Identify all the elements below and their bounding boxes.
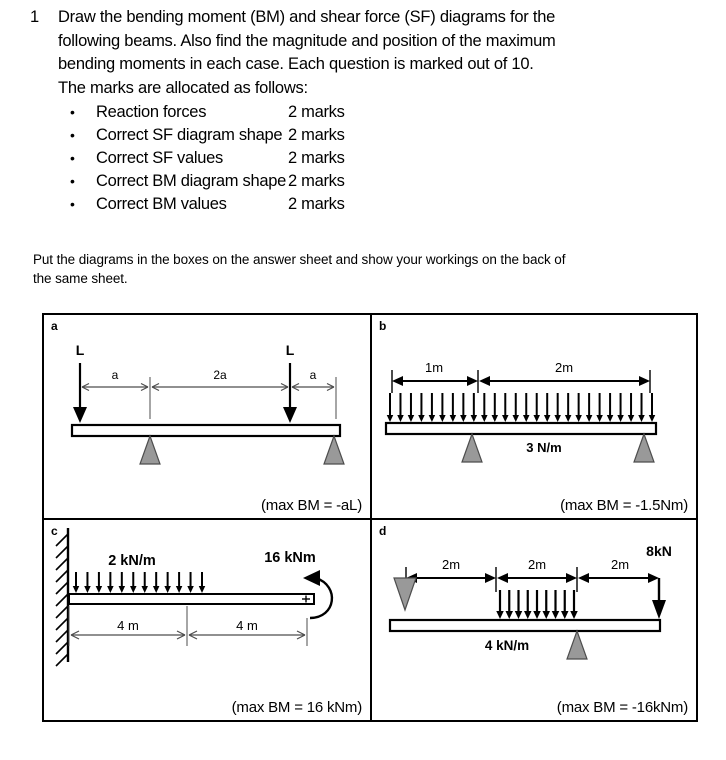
mark-label: Correct SF diagram shape xyxy=(96,126,283,144)
mark-label: Correct BM values xyxy=(96,195,227,213)
udl-arrowhead xyxy=(638,415,645,422)
panel-label-c: c xyxy=(51,523,58,538)
panel-answer-b: (max BM = -1.5Nm) xyxy=(560,496,688,514)
udl-arrowhead xyxy=(439,415,446,422)
udl-arrowhead xyxy=(533,611,541,619)
marks-allocation-list xyxy=(58,101,696,216)
udl-arrowhead xyxy=(513,415,520,422)
pin-support-left xyxy=(462,434,482,462)
udl-arrowhead xyxy=(586,415,593,422)
udl-arrowhead xyxy=(502,415,509,422)
beam-diagram-table xyxy=(42,313,698,722)
bullet-icon: • xyxy=(70,150,75,166)
udl-arrowhead xyxy=(387,415,394,422)
moment-label-c: 16 kNm xyxy=(264,549,316,566)
bullet-icon: • xyxy=(70,127,75,143)
list-item xyxy=(58,170,696,193)
udl-arrowhead xyxy=(397,415,404,422)
dimension-label: 4 m xyxy=(117,617,139,633)
udl-arrowhead xyxy=(523,415,530,422)
udl-arrowhead xyxy=(73,586,80,593)
udl-arrowhead xyxy=(471,415,478,422)
udl-arrowhead xyxy=(199,586,206,593)
udl-arrowhead xyxy=(164,586,171,593)
instruction-line-2: the same sheet. xyxy=(33,271,128,286)
dimension-label: 2m xyxy=(441,556,461,572)
udl-arrowhead xyxy=(575,415,582,422)
udl-arrowhead xyxy=(130,586,137,593)
beam xyxy=(72,425,340,436)
question-number: 1 xyxy=(30,8,39,26)
udl-arrows xyxy=(496,590,578,619)
beam-diagram-b xyxy=(372,315,696,515)
dimension-label: 2m xyxy=(610,556,630,572)
beam-diagram-c xyxy=(44,520,370,721)
udl-arrowhead xyxy=(543,611,551,619)
udl-arrowhead xyxy=(533,415,540,422)
dimension-label: 2m xyxy=(527,556,547,572)
fixed-wall-support xyxy=(56,528,68,666)
panel-label-a: a xyxy=(51,319,58,333)
panel-label-b: b xyxy=(379,319,387,333)
pin-support-mid xyxy=(567,631,587,659)
udl-arrowhead xyxy=(561,611,569,619)
udl-arrowhead xyxy=(524,611,532,619)
mark-label: Correct SF values xyxy=(96,149,223,167)
beam xyxy=(386,423,656,434)
udl-arrowhead xyxy=(141,586,148,593)
mark-label: Reaction forces xyxy=(96,103,207,121)
list-item xyxy=(58,101,696,124)
udl-arrowhead xyxy=(515,611,523,619)
moment-arrowhead xyxy=(303,570,320,586)
dimension-label: a xyxy=(309,368,317,382)
udl-arrowhead xyxy=(450,415,457,422)
dimension-label: 1m xyxy=(424,360,444,375)
udl-arrowhead xyxy=(107,586,114,593)
panel-c xyxy=(44,518,370,721)
panel-d xyxy=(370,518,696,721)
dimension-label: a xyxy=(111,368,119,382)
panel-answer-d: (max BM = -16kNm) xyxy=(556,699,688,716)
list-item xyxy=(58,124,696,147)
udl-arrowhead xyxy=(544,415,551,422)
list-item xyxy=(58,193,696,216)
mark-label: Correct BM diagram shape xyxy=(96,172,286,190)
load-label-L-left: L xyxy=(75,342,85,358)
udl-arrowhead xyxy=(607,415,614,422)
udl-arrowhead xyxy=(153,586,160,593)
beam-diagram-a xyxy=(44,315,370,515)
panel-answer-a: (max BM = -aL) xyxy=(261,496,362,514)
udl-arrowhead xyxy=(554,415,561,422)
udl-label-b: 3 N/m xyxy=(526,440,562,455)
beam xyxy=(69,594,314,604)
pin-support-left xyxy=(140,436,160,464)
question-text xyxy=(58,6,696,216)
point-load-8kN xyxy=(652,578,666,619)
pin-support-right xyxy=(324,436,344,464)
udl-arrowhead xyxy=(617,415,624,422)
udl-arrowhead xyxy=(481,415,488,422)
pin-support-right xyxy=(634,434,654,462)
dimension-label: 4 m xyxy=(236,617,258,633)
mark-value: 2 marks xyxy=(288,195,345,213)
question-line-3: bending moments in each case. Each question is marked out of 10. xyxy=(58,55,534,73)
bullet-icon: • xyxy=(70,104,75,120)
question-line-1: Draw the bending moment (BM) and shear force (SF) diagrams for the xyxy=(58,8,556,26)
dimension-label: 2a xyxy=(213,368,227,382)
load-label-8kN: 8kN xyxy=(646,542,672,559)
question-line-4: The marks are allocated as follows: xyxy=(58,78,308,97)
udl-label-c: 2 kN/m xyxy=(108,552,156,569)
panel-answer-c: (max BM = 16 kNm) xyxy=(231,699,362,716)
udl-arrowhead xyxy=(649,415,656,422)
mark-value: 2 marks xyxy=(288,149,345,167)
udl-arrowhead xyxy=(429,415,436,422)
list-item xyxy=(58,147,696,170)
bullet-icon: • xyxy=(70,173,75,189)
udl-arrowhead xyxy=(552,611,560,619)
panel-a xyxy=(44,315,370,518)
udl-arrowhead xyxy=(176,586,183,593)
udl-arrowhead xyxy=(418,415,425,422)
udl-arrowhead xyxy=(506,611,514,619)
panel-label-d: d xyxy=(379,523,387,538)
panel-b xyxy=(370,315,696,518)
instruction-paragraph xyxy=(33,250,683,288)
udl-arrows xyxy=(73,572,206,593)
roller-support-left xyxy=(394,578,416,610)
udl-arrowhead xyxy=(187,586,194,593)
question-block xyxy=(30,6,696,216)
beam xyxy=(390,620,660,631)
udl-arrowhead xyxy=(460,415,467,422)
udl-arrowhead xyxy=(119,586,126,593)
udl-arrowhead xyxy=(570,611,578,619)
udl-arrowhead xyxy=(96,586,103,593)
bullet-icon: • xyxy=(70,196,75,212)
udl-arrowhead xyxy=(84,586,91,593)
beam-diagram-d xyxy=(372,520,696,721)
question-row xyxy=(30,6,696,216)
mark-value: 2 marks xyxy=(288,172,345,190)
mark-value: 2 marks xyxy=(288,103,345,121)
udl-arrowhead xyxy=(492,415,499,422)
udl-arrows xyxy=(387,393,656,422)
udl-arrowhead xyxy=(496,611,504,619)
instruction-line-1: Put the diagrams in the boxes on the answer sheet and show your workings on the back of xyxy=(33,252,566,267)
udl-arrowhead xyxy=(565,415,572,422)
mark-value: 2 marks xyxy=(288,126,345,144)
udl-arrowhead xyxy=(628,415,635,422)
udl-arrowhead xyxy=(596,415,603,422)
question-line-2: following beams. Also find the magnitude and position of the maximum xyxy=(58,31,556,50)
udl-label-d: 4 kN/m xyxy=(484,637,530,653)
dimension-label: 2m xyxy=(554,360,574,375)
load-label-L-right: L xyxy=(285,342,295,358)
udl-arrowhead xyxy=(408,415,415,422)
